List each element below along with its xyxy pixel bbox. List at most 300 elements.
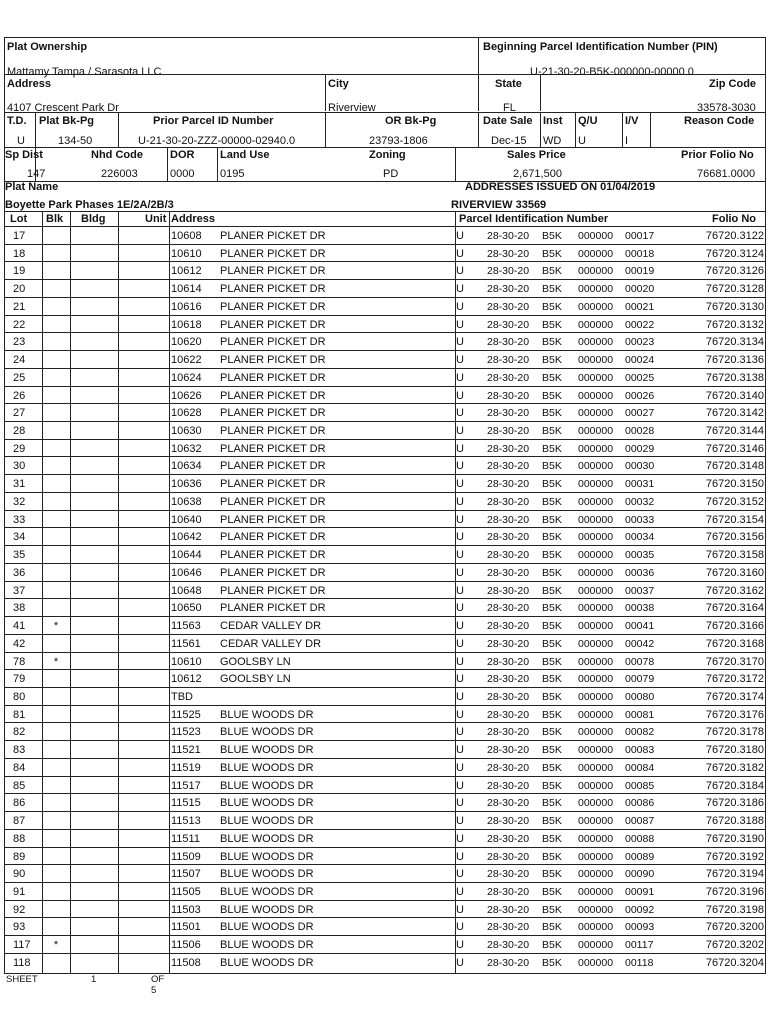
- cell-use-code: U: [456, 637, 464, 650]
- prior-parcel-value: U-21-30-20-ZZZ-00000-02940.0: [138, 135, 296, 147]
- cell-lot: 83: [13, 744, 26, 757]
- cell-pin-sub: B5K: [542, 779, 562, 792]
- cell-street: BLUE WOODS DR: [220, 815, 314, 828]
- cell-use-code: U: [456, 726, 464, 739]
- table-row: [4, 351, 766, 369]
- cell-lot: 28: [13, 425, 26, 438]
- row-divider: [4, 510, 766, 511]
- cell-pin-section: 28-30-20: [487, 566, 530, 579]
- cell-house-number: 10642: [171, 531, 202, 544]
- cell-folio: 76720.3126: [705, 265, 764, 278]
- cell-house-number: 11523: [171, 726, 201, 739]
- city-label: City: [328, 78, 349, 90]
- row-divider: [4, 616, 766, 617]
- salesprice-label: Sales Price: [507, 149, 566, 161]
- cell-folio: 76720.3146: [705, 442, 764, 455]
- cell-use-code: U: [456, 336, 464, 349]
- cell-folio: 76720.3160: [705, 566, 764, 579]
- cell-use-code: U: [456, 584, 464, 597]
- cell-pin-block: 000000: [578, 744, 614, 757]
- priorfolio-value: 76681.0000: [697, 168, 756, 180]
- cell-pin-section: 28-30-20: [487, 832, 530, 845]
- cell-lot: 31: [13, 478, 26, 491]
- row-divider: [4, 758, 766, 759]
- cell-house-number: 10632: [171, 442, 202, 455]
- cell-house-number: 10616: [171, 300, 202, 313]
- cell-pin-sub: B5K: [542, 850, 562, 863]
- cell-house-number: 11507: [171, 868, 201, 881]
- cell-street: PLANER PICKET DR: [220, 389, 326, 402]
- cell-pin-lot: 00084: [625, 761, 655, 774]
- cell-lot: 90: [13, 868, 26, 881]
- qu-label: Q/U: [578, 115, 598, 127]
- cell-pin-block: 000000: [578, 815, 614, 828]
- cell-lot: 22: [13, 318, 26, 331]
- cell-street: PLANER PICKET DR: [220, 300, 326, 313]
- cell-pin-block: 000000: [578, 371, 614, 384]
- table-row: [4, 830, 766, 848]
- datesale-label: Date Sale: [483, 115, 533, 127]
- cell-house-number: 10646: [171, 566, 202, 579]
- cell-pin-section: 28-30-20: [487, 903, 530, 916]
- city-value: Riverview: [328, 102, 376, 114]
- cell-use-code: U: [456, 283, 464, 296]
- owner-value: Mattamy Tampa / Sarasota LLC: [7, 66, 162, 78]
- cell-pin-block: 000000: [578, 460, 614, 473]
- state-value: FL: [503, 102, 516, 114]
- cell-lot: 26: [13, 389, 26, 402]
- cell-folio: 76720.3178: [705, 726, 764, 739]
- spdist-value: 147: [27, 168, 46, 180]
- cell-folio: 76720.3182: [705, 761, 764, 774]
- cell-folio: 76720.3138: [705, 371, 764, 384]
- table-row: [4, 546, 766, 564]
- cell-pin-section: 28-30-20: [487, 283, 530, 296]
- table-row: [4, 369, 766, 387]
- cell-street: PLANER PICKET DR: [220, 495, 326, 508]
- pin-value: U-21-30-20-B5K-000000-00000.0: [530, 66, 694, 78]
- cell-street: CEDAR VALLEY DR: [220, 637, 322, 650]
- cell-pin-section: 28-30-20: [487, 779, 530, 792]
- cell-street: CEDAR VALLEY DR: [220, 620, 322, 633]
- row-divider: [4, 350, 766, 351]
- table-row: [4, 848, 766, 866]
- table-row: [4, 280, 766, 298]
- platbkpg-label: Plat Bk-Pg: [39, 115, 95, 127]
- cell-pin-lot: 00017: [625, 230, 655, 242]
- cell-lot: 21: [13, 300, 26, 313]
- cell-pin-sub: B5K: [542, 868, 562, 881]
- cell-pin-section: 28-30-20: [487, 425, 530, 438]
- cell-street: BLUE WOODS DR: [220, 903, 314, 916]
- cell-pin-sub: B5K: [542, 921, 562, 934]
- cell-pin-section: 28-30-20: [487, 371, 530, 384]
- zip-label: Zip Code: [709, 78, 757, 90]
- cell-pin-sub: B5K: [542, 230, 562, 242]
- cell-pin-lot: 00027: [625, 407, 655, 420]
- sheet-footer: [6, 974, 165, 996]
- cell-house-number: 10610: [171, 247, 202, 260]
- cell-pin-section: 28-30-20: [487, 744, 530, 757]
- row-divider: [4, 368, 766, 369]
- row-divider: [4, 315, 766, 316]
- cell-pin-sub: B5K: [542, 726, 562, 739]
- cell-pin-lot: 00033: [625, 513, 655, 526]
- cell-pin-block: 000000: [578, 300, 614, 313]
- cell-pin-sub: B5K: [542, 407, 562, 420]
- cell-folio: 76720.3142: [705, 407, 764, 420]
- cell-street: PLANER PICKET DR: [220, 230, 326, 242]
- cell-pin-block: 000000: [578, 478, 614, 491]
- cell-pin-lot: 00081: [625, 708, 655, 721]
- cell-use-code: U: [456, 655, 464, 668]
- cell-pin-sub: B5K: [542, 354, 562, 367]
- table-row: [4, 635, 766, 653]
- row-divider: [4, 581, 766, 582]
- row-divider: [4, 935, 766, 936]
- cell-pin-block: 000000: [578, 886, 614, 898]
- cell-pin-block: 000000: [578, 956, 614, 969]
- platname-label: Plat Name: [5, 181, 59, 193]
- cell-house-number: 10614: [171, 283, 202, 296]
- table-row: [4, 759, 766, 777]
- table-row: [4, 706, 766, 724]
- table-row: [4, 777, 766, 795]
- cell-street: PLANER PICKET DR: [220, 247, 326, 260]
- cell-use-code: U: [456, 230, 464, 242]
- cell-use-code: U: [456, 602, 464, 615]
- cell-pin-section: 28-30-20: [487, 921, 530, 934]
- cell-folio: 76720.3166: [705, 620, 764, 633]
- cell-lot: 32: [13, 495, 26, 508]
- cell-pin-sub: B5K: [542, 336, 562, 349]
- cell-pin-section: 28-30-20: [487, 318, 530, 331]
- row-divider: [4, 793, 766, 794]
- cell-folio: 76720.3168: [705, 637, 764, 650]
- cell-house-number: 10648: [171, 584, 202, 597]
- cell-use-code: U: [456, 868, 464, 881]
- cell-pin-lot: 00030: [625, 460, 655, 473]
- cell-pin-block: 000000: [578, 602, 614, 615]
- orbkpg-label: OR Bk-Pg: [385, 115, 437, 127]
- cell-pin-sub: B5K: [542, 442, 562, 455]
- cell-pin-section: 28-30-20: [487, 354, 530, 367]
- cell-pin-block: 000000: [578, 265, 614, 278]
- state-label: State: [495, 78, 522, 90]
- cell-pin-lot: 00024: [625, 354, 655, 367]
- platbkpg-value: 134-50: [58, 135, 93, 147]
- cell-pin-section: 28-30-20: [487, 460, 530, 473]
- cell-street: BLUE WOODS DR: [220, 886, 314, 898]
- cell-lot: 87: [13, 815, 26, 828]
- cell-house-number: 11509: [171, 850, 201, 863]
- cell-folio: 76720.3188: [705, 815, 764, 828]
- reason-label: Reason Code: [684, 115, 755, 127]
- cell-pin-section: 28-30-20: [487, 230, 530, 242]
- row-divider: [4, 864, 766, 865]
- zip-value: 33578-3030: [697, 102, 756, 114]
- cell-lot: 20: [13, 283, 26, 296]
- cell-lot: 79: [13, 673, 26, 686]
- table-row: [4, 404, 766, 422]
- cell-pin-lot: 00041: [625, 620, 655, 633]
- cell-pin-section: 28-30-20: [487, 673, 530, 686]
- cell-use-code: U: [456, 903, 464, 916]
- cell-blk: *: [53, 620, 59, 633]
- cell-pin-sub: B5K: [542, 300, 562, 313]
- row-divider: [4, 421, 766, 422]
- td-label: T.D.: [7, 115, 27, 127]
- cell-pin-block: 000000: [578, 336, 614, 349]
- datesale-value: Dec-15: [491, 135, 527, 147]
- cell-lot: 84: [13, 761, 26, 774]
- row-divider: [4, 439, 766, 440]
- divider: [478, 74, 479, 111]
- cell-pin-sub: B5K: [542, 460, 562, 473]
- cell-pin-section: 28-30-20: [487, 336, 530, 349]
- col-address: Address: [171, 213, 216, 225]
- cell-pin-lot: 00038: [625, 602, 655, 615]
- cell-use-code: U: [456, 531, 464, 544]
- row-divider: [4, 474, 766, 475]
- zoning-value: PD: [383, 168, 399, 180]
- spdist-label: Sp Dist: [5, 149, 43, 161]
- cell-use-code: U: [456, 956, 464, 969]
- cell-pin-lot: 00034: [625, 531, 655, 544]
- cell-pin-sub: B5K: [542, 549, 562, 562]
- frame-bottom: [4, 973, 766, 974]
- cell-street: BLUE WOODS DR: [220, 850, 314, 863]
- landuse-label: Land Use: [220, 149, 270, 161]
- cell-pin-block: 000000: [578, 495, 614, 508]
- cell-pin-section: 28-30-20: [487, 956, 530, 969]
- cell-pin-lot: 00029: [625, 442, 655, 455]
- cell-street: PLANER PICKET DR: [220, 265, 326, 278]
- row-divider: [4, 740, 766, 741]
- cell-pin-sub: B5K: [542, 495, 562, 508]
- table-row: [4, 812, 766, 830]
- cell-pin-block: 000000: [578, 761, 614, 774]
- row-divider: [4, 900, 766, 901]
- col-bldg: Bldg: [81, 213, 106, 225]
- divider: [325, 74, 326, 111]
- cell-pin-section: 28-30-20: [487, 655, 530, 668]
- col-blk: Blk: [46, 213, 64, 225]
- cell-pin-sub: B5K: [542, 584, 562, 597]
- cell-lot: 42: [13, 637, 26, 650]
- cell-use-code: U: [456, 708, 464, 721]
- cell-pin-section: 28-30-20: [487, 584, 530, 597]
- table-row: [4, 528, 766, 546]
- sheet-number: 1: [91, 974, 97, 985]
- cell-blk: *: [53, 655, 59, 668]
- cell-pin-block: 000000: [578, 425, 614, 438]
- cell-use-code: U: [456, 425, 464, 438]
- cell-pin-lot: 00080: [625, 690, 655, 703]
- cell-pin-block: 000000: [578, 637, 614, 650]
- table-row: [4, 723, 766, 741]
- row-divider: [4, 669, 766, 670]
- cell-pin-block: 000000: [578, 779, 614, 792]
- cell-folio: 76720.3202: [705, 939, 764, 952]
- cell-folio: 76720.3136: [705, 354, 764, 367]
- cell-pin-sub: B5K: [542, 602, 562, 615]
- divider: [650, 112, 651, 148]
- cell-house-number: 11511: [171, 832, 200, 845]
- cell-house-number: 10622: [171, 354, 202, 367]
- cell-pin-sub: B5K: [542, 903, 562, 916]
- table-row: [4, 918, 766, 936]
- table-row: [4, 617, 766, 635]
- cell-pin-section: 28-30-20: [487, 265, 530, 278]
- cell-pin-sub: B5K: [542, 708, 562, 721]
- cell-pin-lot: 00083: [625, 744, 655, 757]
- row-divider: [4, 847, 766, 848]
- cell-pin-section: 28-30-20: [487, 850, 530, 863]
- table-row: [4, 794, 766, 812]
- frame-top: [4, 37, 766, 38]
- cell-house-number: 10612: [171, 673, 202, 686]
- cell-pin-block: 000000: [578, 832, 614, 845]
- iv-label: I/V: [625, 115, 639, 127]
- row-divider: [4, 953, 766, 954]
- cell-pin-lot: 00079: [625, 673, 655, 686]
- cell-street: BLUE WOODS DR: [220, 921, 314, 934]
- cell-use-code: U: [456, 300, 464, 313]
- row-divider: [4, 456, 766, 457]
- cell-pin-lot: 00087: [625, 815, 655, 828]
- cell-lot: 18: [13, 247, 26, 260]
- row-divider: [4, 297, 766, 298]
- cell-pin-block: 000000: [578, 797, 614, 810]
- cell-use-code: U: [456, 690, 464, 703]
- table-row: [4, 333, 766, 351]
- row-divider: [4, 776, 766, 777]
- cell-pin-lot: 00018: [625, 247, 655, 260]
- dor-value: 0000: [170, 168, 195, 180]
- cell-use-code: U: [456, 318, 464, 331]
- divider: [167, 147, 168, 182]
- cell-pin-sub: B5K: [542, 478, 562, 491]
- cell-use-code: U: [456, 620, 464, 633]
- plat-ownership-label: Plat Ownership: [7, 41, 88, 53]
- cell-pin-sub: B5K: [542, 425, 562, 438]
- cell-house-number: 11521: [171, 744, 201, 757]
- row-divider: [4, 403, 766, 404]
- cell-pin-lot: 00042: [625, 637, 655, 650]
- cell-pin-block: 000000: [578, 318, 614, 331]
- cell-house-number: 11501: [171, 921, 201, 934]
- cell-pin-block: 000000: [578, 513, 614, 526]
- table-row: [4, 440, 766, 458]
- cell-street: BLUE WOODS DR: [220, 779, 314, 792]
- cell-pin-sub: B5K: [542, 371, 562, 384]
- cell-pin-sub: B5K: [542, 389, 562, 402]
- cell-house-number: 10620: [171, 336, 202, 349]
- cell-folio: 76720.3132: [705, 318, 764, 331]
- cell-pin-block: 000000: [578, 389, 614, 402]
- cell-pin-block: 000000: [578, 868, 614, 881]
- cell-lot: 35: [13, 549, 26, 562]
- cell-pin-sub: B5K: [542, 637, 562, 650]
- cell-pin-lot: 00036: [625, 566, 655, 579]
- iv-value: I: [625, 135, 629, 147]
- cell-street: PLANER PICKET DR: [220, 425, 326, 438]
- cell-house-number: 11515: [171, 797, 201, 810]
- cell-house-number: 10612: [171, 265, 202, 278]
- cell-street: PLANER PICKET DR: [220, 602, 326, 615]
- cell-pin-lot: 00019: [625, 265, 655, 278]
- cell-folio: 76720.3152: [705, 495, 764, 508]
- sheet-of: OF 5: [151, 974, 165, 996]
- cell-pin-block: 000000: [578, 903, 614, 916]
- cell-use-code: U: [456, 265, 464, 278]
- cell-lot: 118: [13, 956, 31, 969]
- cell-street: BLUE WOODS DR: [220, 797, 314, 810]
- cell-pin-lot: 00026: [625, 389, 655, 402]
- table-row: [4, 582, 766, 600]
- cell-house-number: 11508: [171, 956, 201, 969]
- cell-house-number: 11513: [171, 815, 201, 828]
- cell-pin-lot: 00088: [625, 832, 655, 845]
- col-unit: Unit: [145, 213, 167, 225]
- col-pin: Parcel Identification Number: [459, 213, 609, 225]
- cell-pin-lot: 00037: [625, 584, 655, 597]
- cell-use-code: U: [456, 673, 464, 686]
- cell-pin-sub: B5K: [542, 655, 562, 668]
- cell-pin-sub: B5K: [542, 797, 562, 810]
- cell-pin-sub: B5K: [542, 744, 562, 757]
- cell-street: BLUE WOODS DR: [220, 744, 314, 757]
- cell-folio: 76720.3190: [705, 832, 764, 845]
- cell-pin-lot: 00025: [625, 371, 655, 384]
- td-value: U: [17, 135, 25, 147]
- cell-use-code: U: [456, 744, 464, 757]
- table-row: [4, 511, 766, 529]
- cell-pin-sub: B5K: [542, 620, 562, 633]
- cell-folio: 76720.3192: [705, 850, 764, 863]
- cell-pin-lot: 00093: [625, 921, 655, 934]
- cell-folio: 76720.3172: [705, 673, 764, 686]
- cell-lot: 80: [13, 690, 26, 703]
- cell-pin-block: 000000: [578, 566, 614, 579]
- prior-parcel-label: Prior Parcel ID Number: [153, 115, 274, 127]
- row-divider: [4, 652, 766, 653]
- cell-pin-section: 28-30-20: [487, 549, 530, 562]
- cell-folio: 76720.3134: [705, 336, 764, 349]
- cell-house-number: 11517: [171, 779, 201, 792]
- cell-pin-section: 28-30-20: [487, 495, 530, 508]
- row-divider: [4, 332, 766, 333]
- cell-folio: 76720.3154: [705, 513, 764, 526]
- col-lot: Lot: [10, 213, 28, 225]
- cell-street: PLANER PICKET DR: [220, 442, 326, 455]
- table-row: [4, 688, 766, 706]
- divider: [478, 112, 479, 148]
- cell-house-number: 11503: [171, 903, 201, 916]
- cell-pin-lot: 00035: [625, 549, 655, 562]
- cell-pin-lot: 00118: [625, 956, 654, 969]
- cell-lot: 29: [13, 442, 26, 455]
- cell-folio: 76720.3174: [705, 690, 764, 703]
- cell-lot: 25: [13, 371, 26, 384]
- cell-folio: 76720.3186: [705, 797, 764, 810]
- cell-lot: 37: [13, 584, 26, 597]
- cell-folio: 76720.3158: [705, 549, 764, 562]
- cell-house-number: TBD: [171, 690, 193, 703]
- cell-pin-block: 000000: [578, 690, 614, 703]
- cell-street: PLANER PICKET DR: [220, 283, 326, 296]
